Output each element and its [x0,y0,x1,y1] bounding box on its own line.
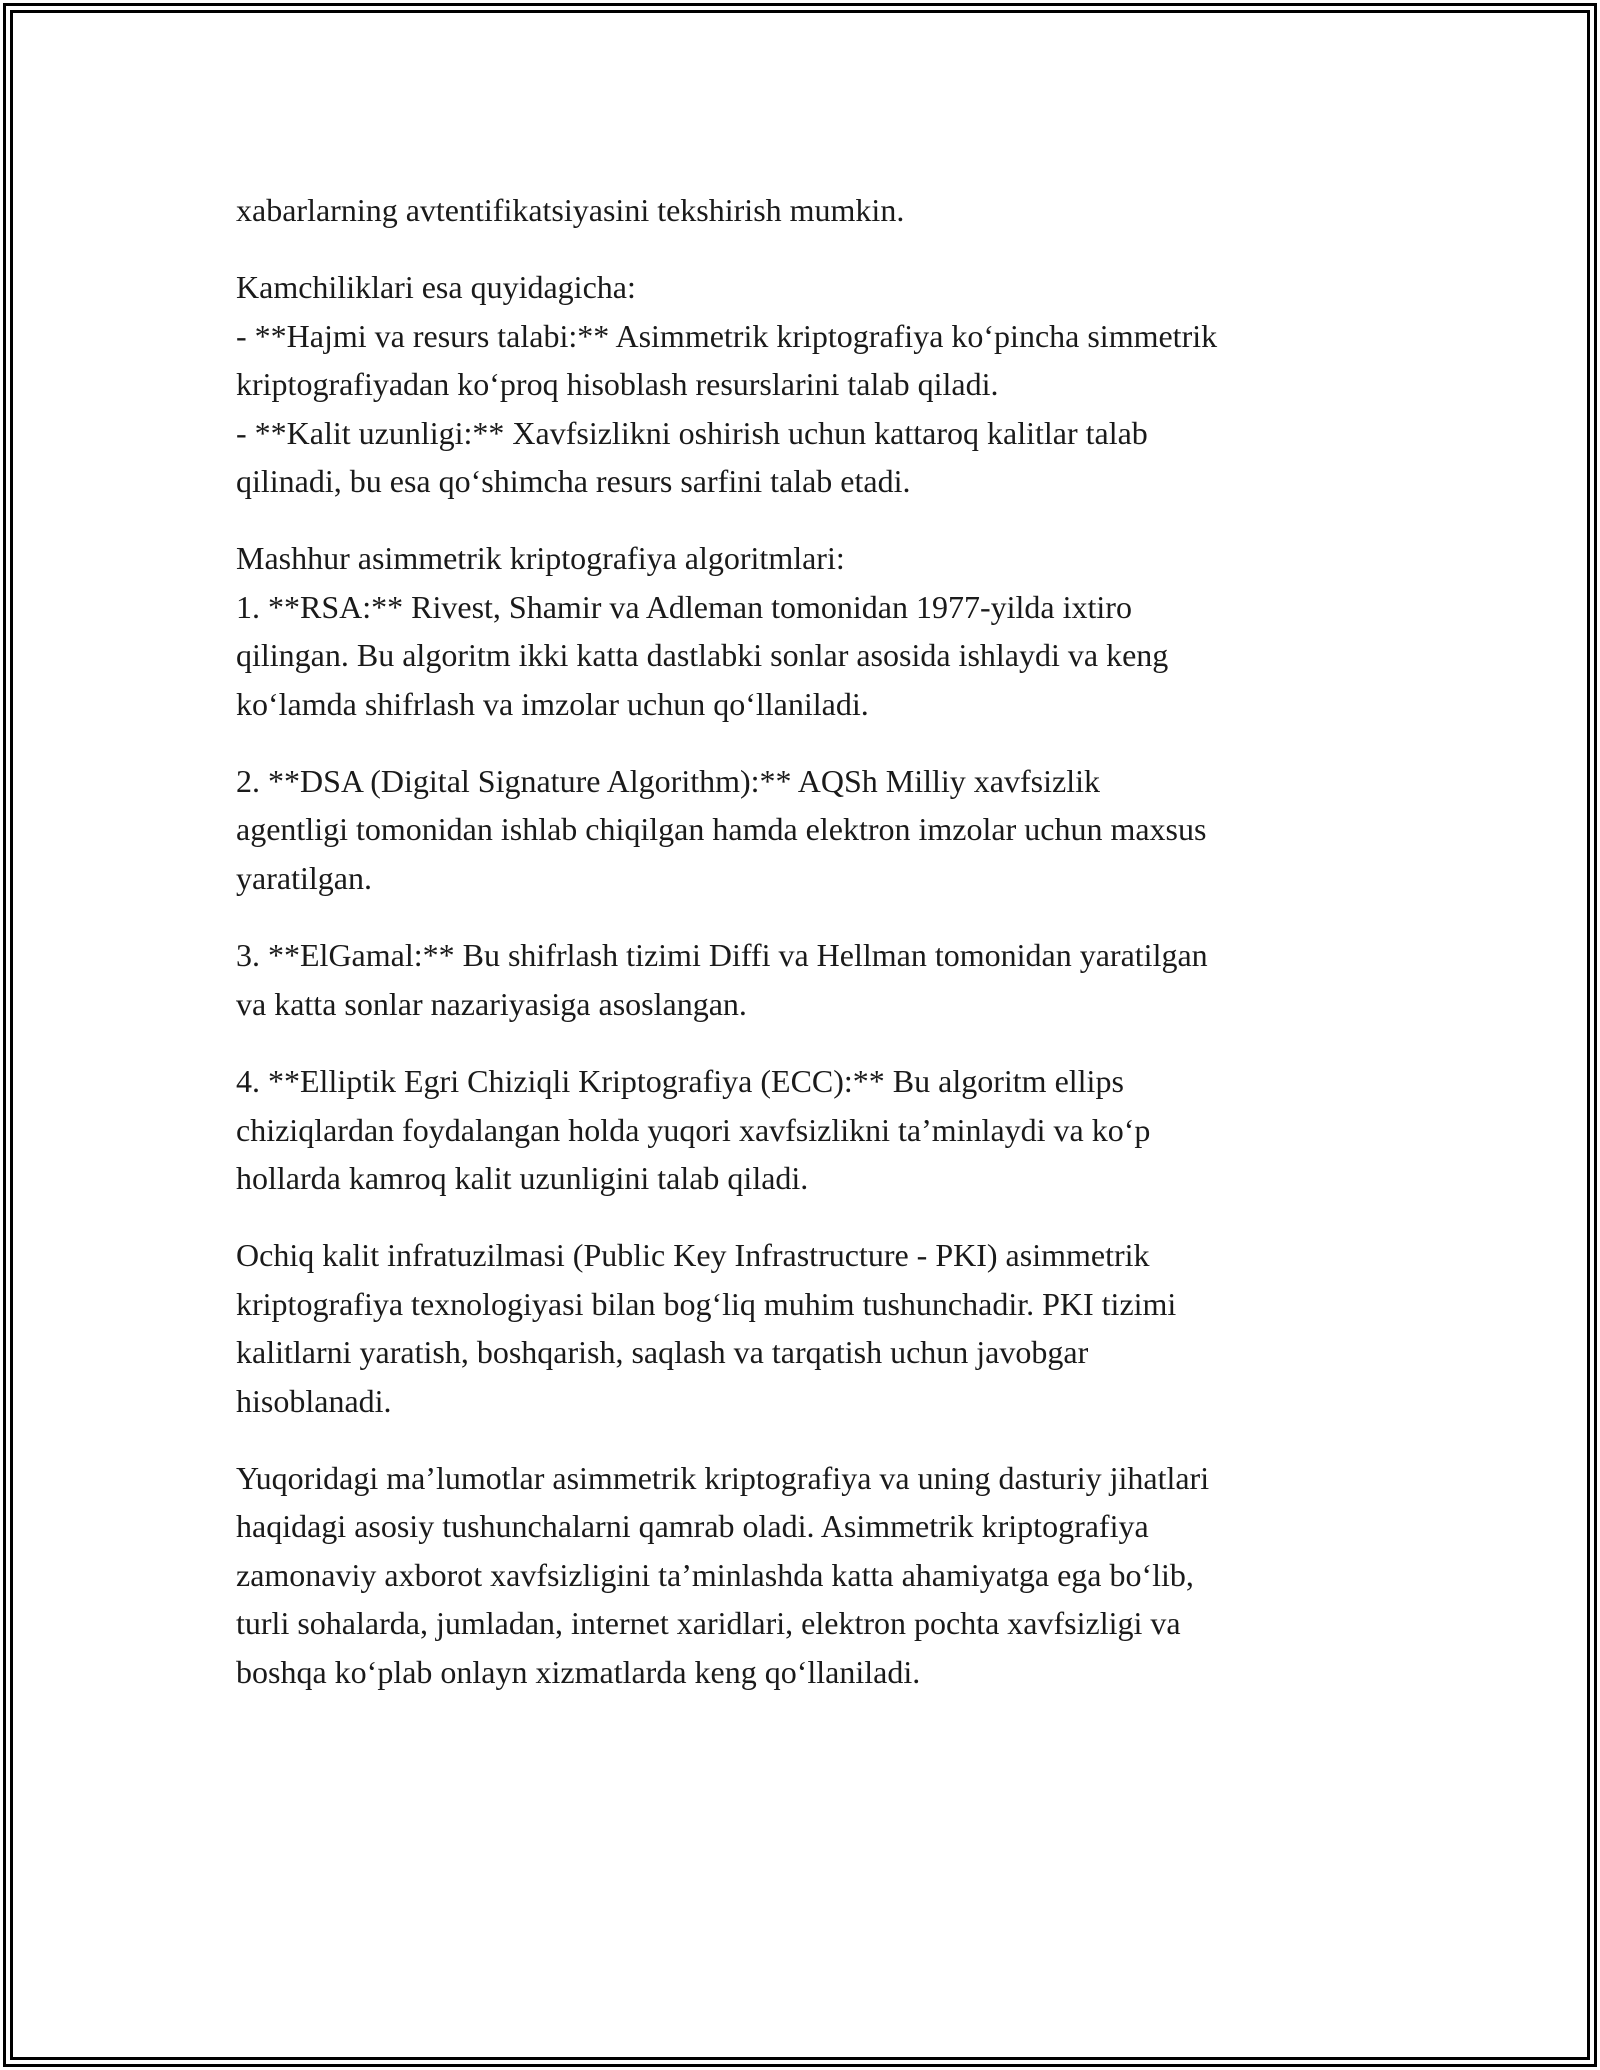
paragraph-elgamal [236,931,1376,1028]
text-line: koʻlamda shifrlash va imzolar uchun qoʻllaniladi. [236,685,869,722]
text-line: boshqa koʻplab onlayn xizmatlarda keng qoʻllaniladi. [236,1653,921,1690]
text-line: Kamchiliklari esa quyidagicha: [236,269,636,306]
text-line: - **Hajmi va resurs talabi:** Asimmetrik kriptografiya koʻpincha simmetrik [236,317,1218,354]
text-line: agentligi tomonidan ishlab chiqilgan hamda elektron imzolar uchun maxsus [236,811,1207,848]
text-line: haqidagi asosiy tushunchalarni qamrab oladi. Asimmetrik kriptografiya [236,1508,1149,1545]
text-line: chiziqlardan foydalangan holda yuqori xavfsizlikni taʼminlaydi va koʻp [236,1111,1151,1148]
text-line: Yuqoridagi maʼlumotlar asimmetrik kriptografiya va uning dasturiy jihatlari [236,1459,1210,1496]
text-line: qilingan. Bu algoritm ikki katta dastlabki sonlar asosida ishlaydi va keng [236,637,1169,674]
text-line: 1. **RSA:** Rivest, Shamir va Adleman tomonidan 1977-yilda ixtiro [236,588,1132,625]
text-line: hisoblanadi. [236,1382,392,1419]
paragraph-intro-ending [236,186,1376,234]
paragraph-conclusion [236,1454,1376,1696]
paragraph-disadvantages [236,263,1376,505]
text-line: kalitlarni yaratish, boshqarish, saqlash va tarqatish uchun javobgar [236,1334,1089,1371]
text-line: hollarda kamroq kalit uzunligini talab qiladi. [236,1159,809,1196]
text-line: zamonaviy axborot xavfsizligini taʼminlashda katta ahamiyatga ega boʻlib, [236,1556,1194,1593]
paragraph-algorithms-rsa [236,534,1376,728]
text-line: turli sohalarda, jumladan, internet xaridlari, elektron pochta xavfsizligi va [236,1605,1181,1642]
paragraph-pki [236,1231,1376,1425]
text-line: kriptografiya texnologiyasi bilan bogʻliq muhim tushunchadir. PKI tizimi [236,1285,1177,1322]
text-line: kriptografiyadan koʻproq hisoblash resurslarini talab qiladi. [236,366,999,403]
text-line: yaratilgan. [236,859,372,896]
document-body [236,186,1376,1696]
text-line: xabarlarning avtentifikatsiyasini tekshirish mumkin. [236,192,905,228]
paragraph-ecc [236,1057,1376,1202]
text-line: Mashhur asimmetrik kriptografiya algoritmlari: [236,540,845,577]
text-line: 4. **Elliptik Egri Chiziqli Kriptografiya (ECC):** Bu algoritm ellips [236,1063,1124,1100]
text-line: qilinadi, bu esa qoʻshimcha resurs sarfini talab etadi. [236,463,911,500]
text-line: 3. **ElGamal:** Bu shifrlash tizimi Diffi va Hellman tomonidan yaratilgan [236,937,1208,974]
paragraph-dsa [236,757,1376,902]
text-line: va katta sonlar nazariyasiga asoslangan. [236,985,747,1022]
text-line: - **Kalit uzunligi:** Xavfsizlikni oshirish uchun kattaroq kalitlar talab [236,414,1148,451]
text-line: 2. **DSA (Digital Signature Algorithm):** AQSh Milliy xavfsizlik [236,763,1100,800]
text-line: Ochiq kalit infratuzilmasi (Public Key Infrastructure - PKI) asimmetrik [236,1237,1150,1274]
